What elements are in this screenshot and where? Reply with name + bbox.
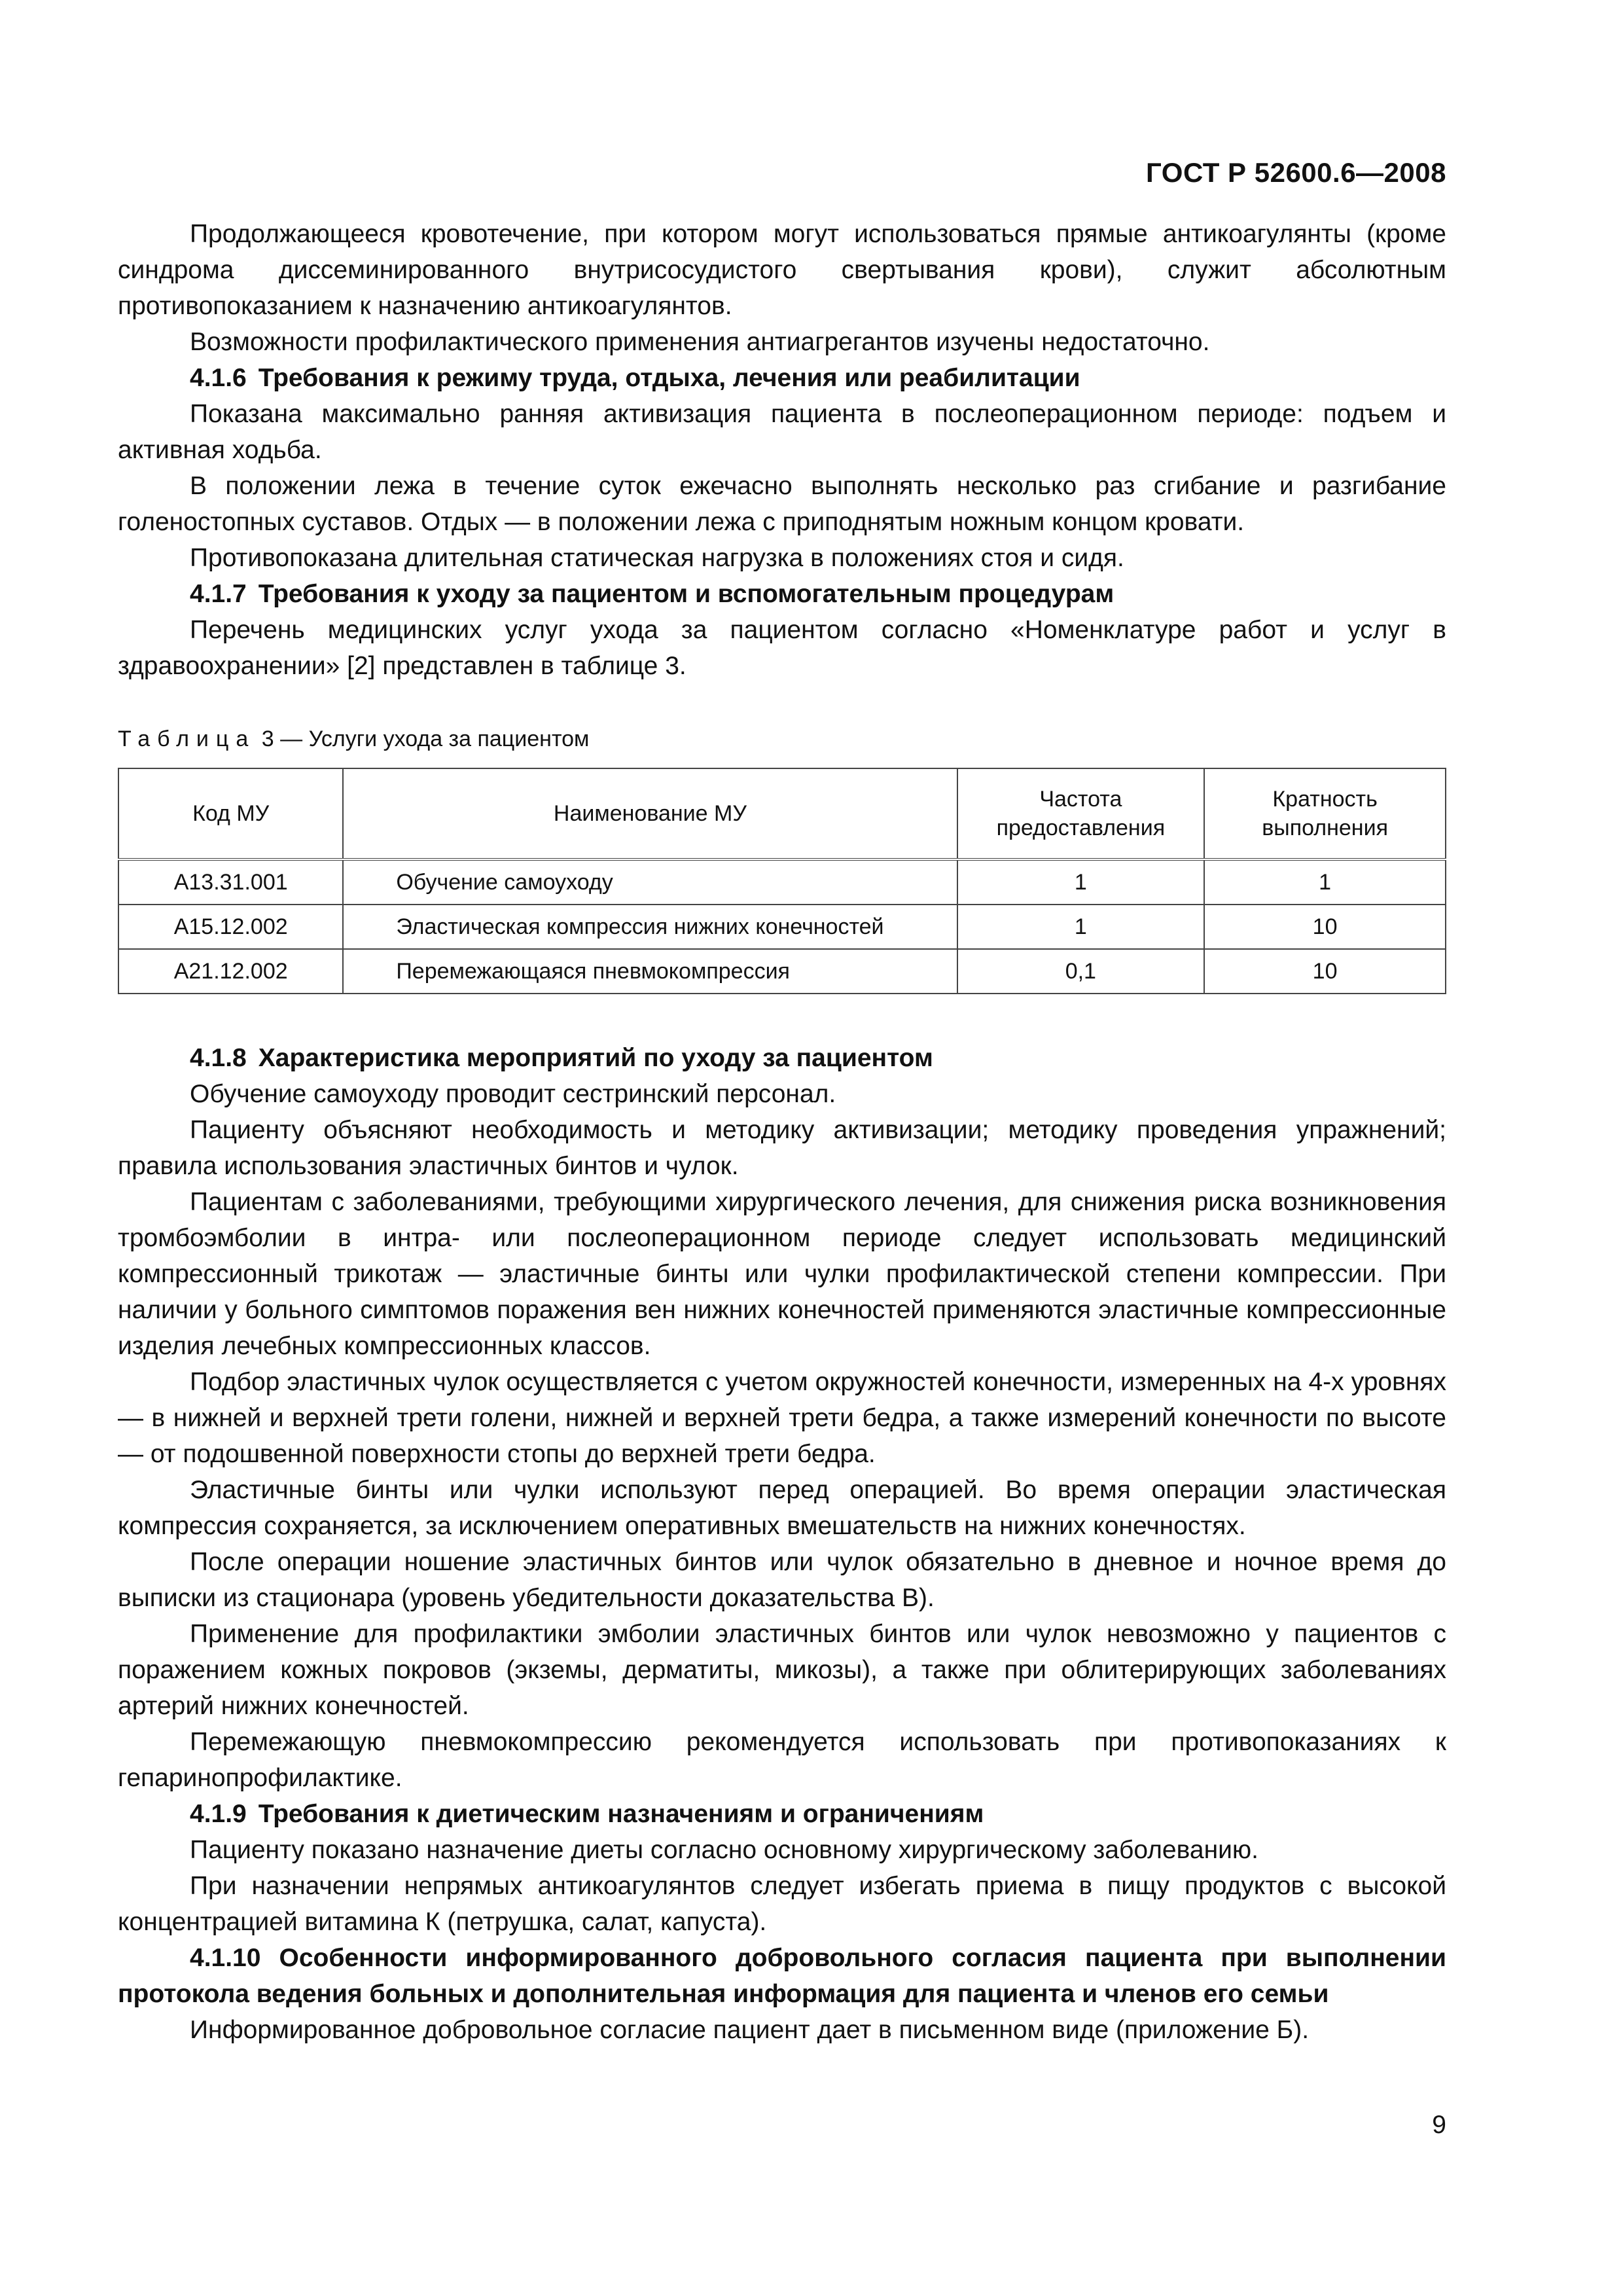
cell-name: Обучение самоуходу: [343, 859, 957, 905]
table-header-row: [118, 768, 1446, 859]
paragraph: Подбор эластичных чулок осуществляется с учетом окружностей конечности, измеренных на 4-х уровнях — в нижней и верхней трети голени, нижней и верхней трети бедра, а также измерений конечности по высоте — от подошвенной поверхности стопы до верхней трети бедра.: [118, 1368, 1446, 1468]
section-title: Требования к режиму труда, отдыха, лечения или реабилитации: [258, 364, 1080, 392]
paragraph: Перечень медицинских услуг ухода за пациентом согласно «Номенклатуре работ и услуг в здравоохранении» [2] представлен в таблице 3.: [118, 616, 1446, 680]
paragraph: После операции ношение эластичных бинтов или чулок обязательно в дневное и ночное время до выписки из стационара (уровень убедительности доказательства В).: [118, 1548, 1446, 1612]
header-cell-name: Наименование МУ: [343, 768, 957, 859]
cell-multiplicity: 1: [1204, 859, 1446, 905]
paragraph: Информированное добровольное согласие пациент дает в письменном виде (приложение Б).: [190, 2016, 1310, 2044]
paragraph: Противопоказана длительная статическая нагрузка в положениях стоя и сидя.: [190, 544, 1124, 572]
cell-code: А13.31.001: [118, 859, 343, 905]
section-number: 4.1.8: [190, 1044, 247, 1072]
section-title: Требования к уходу за пациентом и вспомогательным процедурам: [258, 580, 1115, 608]
paragraph: Применение для профилактики эмболии эластичных бинтов или чулок невозможно у пациентов с поражением кожных покровов (экземы, дерматиты, микозы), а также при облитерирующих заболеваниях артерий нижних конечностей.: [118, 1620, 1446, 1720]
paragraph: Эластичные бинты или чулки используют перед операцией. Во время операции эластическая компрессия сохраняется, за исключением оперативных вмешательств на нижних конечностях.: [118, 1476, 1446, 1540]
cell-name: Перемежающаяся пневмокомпрессия: [343, 949, 957, 994]
paragraph: Перемежающую пневмокомпрессию рекомендуется использовать при противопоказаниях к гепаринопрофилактике.: [118, 1728, 1446, 1792]
header-cell-multiplicity: Кратность выполнения: [1204, 768, 1446, 859]
paragraph: При назначении непрямых антикоагулянтов следует избегать приема в пищу продуктов с высокой концентрацией витамина К (петрушка, салат, капуста).: [118, 1872, 1446, 1936]
section-number: 4.1.7: [190, 580, 247, 608]
table-row: [118, 949, 1446, 994]
section-heading-4-1-6: [118, 360, 1446, 396]
paragraph: Пациенту показано назначение диеты согласно основному хирургическому заболеванию.: [190, 1836, 1258, 1864]
cell-frequency: 1: [957, 905, 1205, 949]
cell-frequency: 0,1: [957, 949, 1205, 994]
table-row: [118, 905, 1446, 949]
paragraph: Показана максимально ранняя активизация пациента в послеоперационном периоде: подъем и активная ходьба.: [118, 400, 1446, 464]
table-caption-word: Таблица: [118, 726, 256, 751]
cell-multiplicity: 10: [1204, 905, 1446, 949]
page-content: [118, 216, 1446, 2048]
paragraph: Возможности профилактического применения антиагрегантов изучены недостаточно.: [190, 328, 1210, 356]
paragraph: Обучение самоуходу проводит сестринский персонал.: [190, 1080, 836, 1108]
section-heading-4-1-7: [118, 576, 1446, 612]
section-title: Характеристика мероприятий по уходу за пациентом: [258, 1044, 933, 1072]
section-heading-4-1-9: [118, 1796, 1446, 1832]
header-cell-frequency: Частота предоставления: [957, 768, 1205, 859]
paragraph: В положении лежа в течение суток ежечасно выполнять несколько раз сгибание и разгибание голеностопных суставов. Отдых — в положении лежа с приподнятым ножным концом кровати.: [118, 472, 1446, 536]
section-title: Требования к диетическим назначениям и ограничениям: [258, 1800, 984, 1828]
cell-code: А21.12.002: [118, 949, 343, 994]
cell-code: А15.12.002: [118, 905, 343, 949]
page-number: 9: [1432, 2111, 1446, 2139]
paragraph: Пациентам с заболеваниями, требующими хирургического лечения, для снижения риска возникновения тромбоэмболии в интра- или послеоперационном периоде следует использовать медицинский компрессионный трикотаж — эластичные бинты или чулки профилактической степени компрессии. При наличии у больного симптомов поражения вен нижних конечностей применяются эластичные компрессионные изделия лечебных компрессионных классов.: [118, 1188, 1446, 1360]
section-number: 4.1.6: [190, 364, 247, 392]
document-standard-header: ГОСТ Р 52600.6—2008: [1146, 157, 1446, 188]
cell-multiplicity: 10: [1204, 949, 1446, 994]
paragraph: Продолжающееся кровотечение, при котором могут использоваться прямые антикоагулянты (кроме синдрома диссеминированного внутрисосудистого свертывания крови), служит абсолютным противопоказанием к назначению антикоагулянтов.: [118, 220, 1446, 320]
section-heading-4-1-8: [118, 1040, 1446, 1076]
table-row: [118, 859, 1446, 905]
table-caption-text: 3 — Услуги ухода за пациентом: [261, 726, 590, 751]
paragraph: Пациенту объясняют необходимость и методику активизации; методику проведения упражнений; правила использования эластичных бинтов и чулок.: [118, 1116, 1446, 1180]
cell-name: Эластическая компрессия нижних конечностей: [343, 905, 957, 949]
header-cell-code: Код МУ: [118, 768, 343, 859]
services-table: [118, 768, 1446, 994]
table-caption: [118, 725, 1446, 753]
section-heading-4-1-10: 4.1.10 Особенности информированного добровольного согласия пациента при выполнении протокола ведения больных и дополнительная информация для пациента и членов его семьи: [118, 1944, 1446, 2008]
cell-frequency: 1: [957, 859, 1205, 905]
section-number: 4.1.9: [190, 1800, 247, 1828]
